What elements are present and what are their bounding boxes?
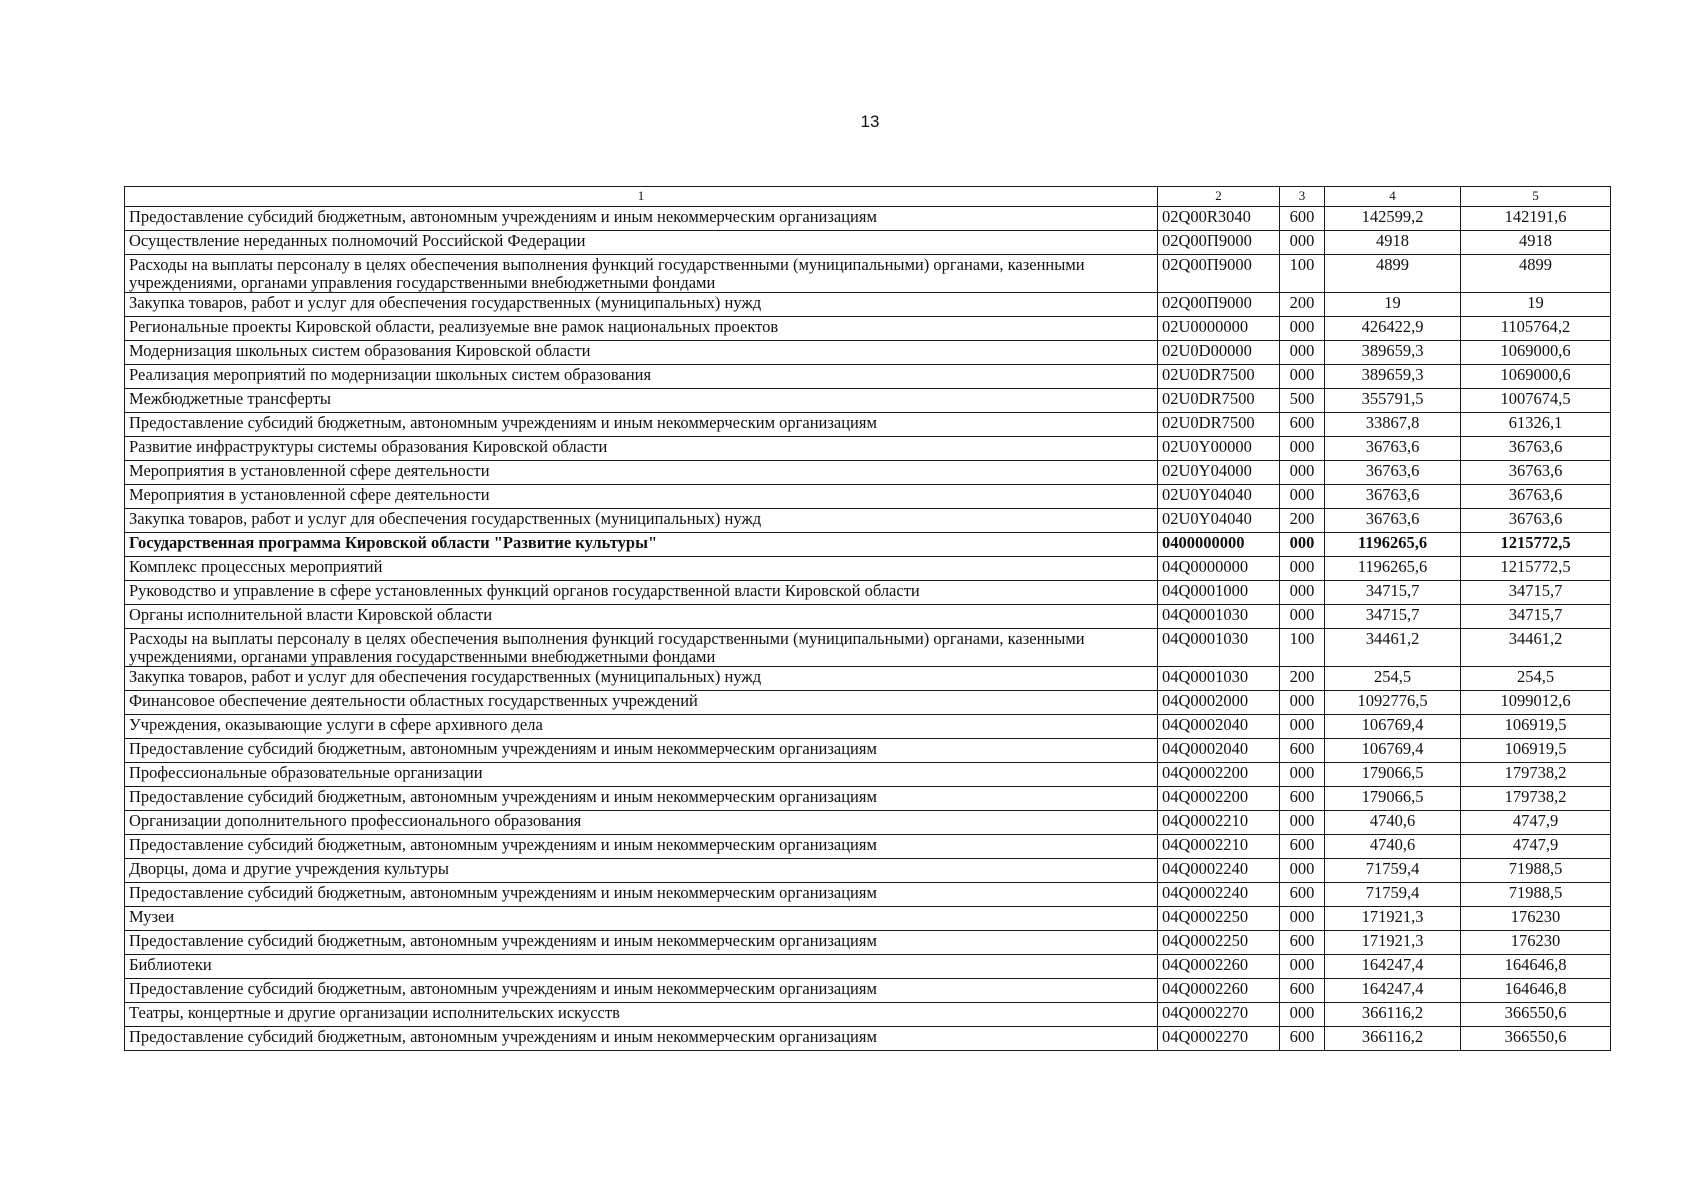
row-amount-1-cell: 389659,3 bbox=[1325, 341, 1461, 365]
row-name-cell: Предоставление субсидий бюджетным, автономным учреждениям и иным некоммерческим организациям bbox=[125, 787, 1158, 811]
table-row bbox=[125, 509, 1611, 533]
row-amount-1-cell: 4740,6 bbox=[1325, 835, 1461, 859]
table-row bbox=[125, 413, 1611, 437]
row-amount-1-cell: 36763,6 bbox=[1325, 437, 1461, 461]
row-amount-2-cell: 179738,2 bbox=[1461, 787, 1611, 811]
table-row bbox=[125, 317, 1611, 341]
row-expense-type-cell: 600 bbox=[1280, 835, 1325, 859]
row-amount-1-cell: 36763,6 bbox=[1325, 485, 1461, 509]
row-code-cell: 04Q0001030 bbox=[1158, 667, 1280, 691]
row-code-cell: 04Q0002200 bbox=[1158, 787, 1280, 811]
row-amount-2-cell: 34461,2 bbox=[1461, 629, 1611, 667]
table-row bbox=[125, 907, 1611, 931]
row-name-cell: Мероприятия в установленной сфере деятельности bbox=[125, 461, 1158, 485]
row-amount-1-cell: 106769,4 bbox=[1325, 739, 1461, 763]
row-amount-2-cell: 176230 bbox=[1461, 907, 1611, 931]
row-amount-2-cell: 1215772,5 bbox=[1461, 557, 1611, 581]
row-amount-2-cell: 19 bbox=[1461, 293, 1611, 317]
row-amount-1-cell: 71759,4 bbox=[1325, 883, 1461, 907]
row-expense-type-cell: 000 bbox=[1280, 715, 1325, 739]
row-name-cell: Предоставление субсидий бюджетным, автономным учреждениям и иным некоммерческим организациям bbox=[125, 413, 1158, 437]
row-expense-type-cell: 000 bbox=[1280, 317, 1325, 341]
table-row bbox=[125, 365, 1611, 389]
row-name-cell: Музеи bbox=[125, 907, 1158, 931]
row-expense-type-cell: 000 bbox=[1280, 811, 1325, 835]
row-amount-1-cell: 4899 bbox=[1325, 255, 1461, 293]
table-row bbox=[125, 581, 1611, 605]
row-code-cell: 02Q00П9000 bbox=[1158, 293, 1280, 317]
row-expense-type-cell: 000 bbox=[1280, 605, 1325, 629]
row-amount-2-cell: 4747,9 bbox=[1461, 835, 1611, 859]
table-row bbox=[125, 787, 1611, 811]
table-row bbox=[125, 293, 1611, 317]
row-code-cell: 04Q0001000 bbox=[1158, 581, 1280, 605]
row-amount-1-cell: 355791,5 bbox=[1325, 389, 1461, 413]
table-row bbox=[125, 341, 1611, 365]
row-name-cell: Закупка товаров, работ и услуг для обеспечения государственных (муниципальных) нужд bbox=[125, 293, 1158, 317]
row-name-cell: Реализация мероприятий по модернизации школьных систем образования bbox=[125, 365, 1158, 389]
row-name-cell: Предоставление субсидий бюджетным, автономным учреждениям и иным некоммерческим организациям bbox=[125, 883, 1158, 907]
row-amount-2-cell: 1069000,6 bbox=[1461, 341, 1611, 365]
row-name-cell: Закупка товаров, работ и услуг для обеспечения государственных (муниципальных) нужд bbox=[125, 509, 1158, 533]
row-name-cell: Предоставление субсидий бюджетным, автономным учреждениям и иным некоммерческим организациям bbox=[125, 207, 1158, 231]
row-name-cell: Расходы на выплаты персоналу в целях обеспечения выполнения функций государственными (муниципальными) органами, казенными учреждениями, органами управления государственными внебюджетными фондами bbox=[125, 255, 1158, 293]
row-expense-type-cell: 500 bbox=[1280, 389, 1325, 413]
row-expense-type-cell: 100 bbox=[1280, 629, 1325, 667]
row-code-cell: 04Q0002040 bbox=[1158, 739, 1280, 763]
row-code-cell: 04Q0002250 bbox=[1158, 907, 1280, 931]
row-amount-2-cell: 36763,6 bbox=[1461, 509, 1611, 533]
table-row bbox=[125, 667, 1611, 691]
row-name-cell: Руководство и управление в сфере установленных функций органов государственной власти Кировской области bbox=[125, 581, 1158, 605]
row-code-cell: 02U0Y04000 bbox=[1158, 461, 1280, 485]
row-code-cell: 02U0DR7500 bbox=[1158, 413, 1280, 437]
row-name-cell: Межбюджетные трансферты bbox=[125, 389, 1158, 413]
row-name-cell: Дворцы, дома и другие учреждения культуры bbox=[125, 859, 1158, 883]
row-code-cell: 02U0DR7500 bbox=[1158, 389, 1280, 413]
row-name-cell: Финансовое обеспечение деятельности областных государственных учреждений bbox=[125, 691, 1158, 715]
row-amount-2-cell: 179738,2 bbox=[1461, 763, 1611, 787]
row-amount-2-cell: 142191,6 bbox=[1461, 207, 1611, 231]
table-row bbox=[125, 557, 1611, 581]
row-expense-type-cell: 200 bbox=[1280, 293, 1325, 317]
row-amount-1-cell: 34715,7 bbox=[1325, 581, 1461, 605]
row-amount-2-cell: 1105764,2 bbox=[1461, 317, 1611, 341]
row-amount-2-cell: 366550,6 bbox=[1461, 1027, 1611, 1051]
row-amount-1-cell: 33867,8 bbox=[1325, 413, 1461, 437]
row-amount-2-cell: 34715,7 bbox=[1461, 605, 1611, 629]
row-name-cell: Предоставление субсидий бюджетным, автономным учреждениям и иным некоммерческим организациям bbox=[125, 835, 1158, 859]
row-code-cell: 04Q0002240 bbox=[1158, 859, 1280, 883]
row-expense-type-cell: 600 bbox=[1280, 413, 1325, 437]
row-expense-type-cell: 000 bbox=[1280, 231, 1325, 255]
row-amount-1-cell: 71759,4 bbox=[1325, 859, 1461, 883]
row-code-cell: 02U0Y00000 bbox=[1158, 437, 1280, 461]
row-amount-2-cell: 1099012,6 bbox=[1461, 691, 1611, 715]
row-amount-1-cell: 171921,3 bbox=[1325, 931, 1461, 955]
table-row bbox=[125, 231, 1611, 255]
row-amount-2-cell: 106919,5 bbox=[1461, 739, 1611, 763]
row-expense-type-cell: 000 bbox=[1280, 437, 1325, 461]
row-code-cell: 04Q0002000 bbox=[1158, 691, 1280, 715]
row-amount-2-cell: 4918 bbox=[1461, 231, 1611, 255]
table-row bbox=[125, 763, 1611, 787]
row-code-cell: 04Q0000000 bbox=[1158, 557, 1280, 581]
row-name-cell: Комплекс процессных мероприятий bbox=[125, 557, 1158, 581]
row-expense-type-cell: 000 bbox=[1280, 763, 1325, 787]
row-amount-1-cell: 4918 bbox=[1325, 231, 1461, 255]
row-name-cell: Предоставление субсидий бюджетным, автономным учреждениям и иным некоммерческим организациям bbox=[125, 1027, 1158, 1051]
row-expense-type-cell: 000 bbox=[1280, 557, 1325, 581]
row-code-cell: 04Q0001030 bbox=[1158, 605, 1280, 629]
table-row bbox=[125, 691, 1611, 715]
row-code-cell: 02Q00П9000 bbox=[1158, 255, 1280, 293]
table-row bbox=[125, 1003, 1611, 1027]
row-amount-1-cell: 106769,4 bbox=[1325, 715, 1461, 739]
row-amount-2-cell: 61326,1 bbox=[1461, 413, 1611, 437]
row-expense-type-cell: 000 bbox=[1280, 461, 1325, 485]
row-amount-1-cell: 36763,6 bbox=[1325, 461, 1461, 485]
row-code-cell: 02U0DR7500 bbox=[1158, 365, 1280, 389]
row-expense-type-cell: 000 bbox=[1280, 955, 1325, 979]
row-amount-1-cell: 36763,6 bbox=[1325, 509, 1461, 533]
row-expense-type-cell: 100 bbox=[1280, 255, 1325, 293]
table-body bbox=[125, 207, 1611, 1051]
budget-table bbox=[124, 186, 1611, 1051]
row-amount-1-cell: 179066,5 bbox=[1325, 763, 1461, 787]
row-name-cell: Осуществление нереданных полномочий Российской Федерации bbox=[125, 231, 1158, 255]
column-header-amount-1: 4 bbox=[1325, 187, 1461, 207]
row-amount-1-cell: 426422,9 bbox=[1325, 317, 1461, 341]
row-code-cell: 02U0Y04040 bbox=[1158, 509, 1280, 533]
row-amount-1-cell: 34715,7 bbox=[1325, 605, 1461, 629]
row-code-cell: 0400000000 bbox=[1158, 533, 1280, 557]
row-expense-type-cell: 600 bbox=[1280, 931, 1325, 955]
row-expense-type-cell: 600 bbox=[1280, 1027, 1325, 1051]
row-amount-2-cell: 106919,5 bbox=[1461, 715, 1611, 739]
table-row bbox=[125, 437, 1611, 461]
row-name-cell: Государственная программа Кировской области "Развитие культуры" bbox=[125, 533, 1158, 557]
row-expense-type-cell: 000 bbox=[1280, 581, 1325, 605]
row-name-cell: Органы исполнительной власти Кировской области bbox=[125, 605, 1158, 629]
row-code-cell: 04Q0002040 bbox=[1158, 715, 1280, 739]
row-code-cell: 04Q0002250 bbox=[1158, 931, 1280, 955]
row-amount-2-cell: 1069000,6 bbox=[1461, 365, 1611, 389]
row-amount-1-cell: 164247,4 bbox=[1325, 979, 1461, 1003]
table-row bbox=[125, 207, 1611, 231]
row-amount-2-cell: 254,5 bbox=[1461, 667, 1611, 691]
row-name-cell: Библиотеки bbox=[125, 955, 1158, 979]
row-name-cell: Предоставление субсидий бюджетным, автономным учреждениям и иным некоммерческим организациям bbox=[125, 739, 1158, 763]
row-expense-type-cell: 200 bbox=[1280, 667, 1325, 691]
row-code-cell: 04Q0002210 bbox=[1158, 811, 1280, 835]
row-expense-type-cell: 600 bbox=[1280, 883, 1325, 907]
row-expense-type-cell: 000 bbox=[1280, 859, 1325, 883]
row-amount-2-cell: 36763,6 bbox=[1461, 485, 1611, 509]
row-code-cell: 04Q0002240 bbox=[1158, 883, 1280, 907]
row-amount-2-cell: 34715,7 bbox=[1461, 581, 1611, 605]
row-name-cell: Закупка товаров, работ и услуг для обеспечения государственных (муниципальных) нужд bbox=[125, 667, 1158, 691]
row-expense-type-cell: 600 bbox=[1280, 739, 1325, 763]
table-row bbox=[125, 485, 1611, 509]
row-name-cell: Предоставление субсидий бюджетным, автономным учреждениям и иным некоммерческим организациям bbox=[125, 931, 1158, 955]
row-expense-type-cell: 000 bbox=[1280, 341, 1325, 365]
row-expense-type-cell: 000 bbox=[1280, 533, 1325, 557]
table-row bbox=[125, 883, 1611, 907]
row-code-cell: 02U0Y04040 bbox=[1158, 485, 1280, 509]
row-expense-type-cell: 000 bbox=[1280, 365, 1325, 389]
table-row bbox=[125, 955, 1611, 979]
row-amount-2-cell: 164646,8 bbox=[1461, 955, 1611, 979]
row-name-cell: Профессиональные образовательные организации bbox=[125, 763, 1158, 787]
row-code-cell: 02Q00П9000 bbox=[1158, 231, 1280, 255]
row-amount-1-cell: 142599,2 bbox=[1325, 207, 1461, 231]
table-row bbox=[125, 739, 1611, 763]
column-header-expense-type: 3 bbox=[1280, 187, 1325, 207]
row-name-cell: Модернизация школьных систем образования Кировской области bbox=[125, 341, 1158, 365]
row-name-cell: Расходы на выплаты персоналу в целях обеспечения выполнения функций государственными (муниципальными) органами, казенными учреждениями, органами управления государственными внебюджетными фондами bbox=[125, 629, 1158, 667]
row-amount-2-cell: 176230 bbox=[1461, 931, 1611, 955]
column-header-amount-2: 5 bbox=[1461, 187, 1611, 207]
row-code-cell: 04Q0002260 bbox=[1158, 979, 1280, 1003]
row-amount-1-cell: 179066,5 bbox=[1325, 787, 1461, 811]
row-amount-2-cell: 1215772,5 bbox=[1461, 533, 1611, 557]
table-row bbox=[125, 931, 1611, 955]
table-row bbox=[125, 389, 1611, 413]
row-amount-1-cell: 366116,2 bbox=[1325, 1027, 1461, 1051]
table-row bbox=[125, 1027, 1611, 1051]
table-row bbox=[125, 255, 1611, 293]
row-code-cell: 02U0D00000 bbox=[1158, 341, 1280, 365]
row-code-cell: 02Q00R3040 bbox=[1158, 207, 1280, 231]
table-row bbox=[125, 859, 1611, 883]
table-row bbox=[125, 629, 1611, 667]
row-expense-type-cell: 200 bbox=[1280, 509, 1325, 533]
row-amount-1-cell: 1092776,5 bbox=[1325, 691, 1461, 715]
row-amount-2-cell: 4899 bbox=[1461, 255, 1611, 293]
row-expense-type-cell: 000 bbox=[1280, 907, 1325, 931]
column-header-code: 2 bbox=[1158, 187, 1280, 207]
row-amount-1-cell: 19 bbox=[1325, 293, 1461, 317]
row-amount-1-cell: 4740,6 bbox=[1325, 811, 1461, 835]
row-amount-1-cell: 389659,3 bbox=[1325, 365, 1461, 389]
table-row bbox=[125, 533, 1611, 557]
row-code-cell: 04Q0002260 bbox=[1158, 955, 1280, 979]
page-number: 13 bbox=[860, 112, 880, 131]
row-code-cell: 04Q0001030 bbox=[1158, 629, 1280, 667]
row-amount-1-cell: 171921,3 bbox=[1325, 907, 1461, 931]
row-expense-type-cell: 000 bbox=[1280, 691, 1325, 715]
row-amount-1-cell: 1196265,6 bbox=[1325, 557, 1461, 581]
row-code-cell: 04Q0002270 bbox=[1158, 1027, 1280, 1051]
row-name-cell: Организации дополнительного профессионального образования bbox=[125, 811, 1158, 835]
row-name-cell: Предоставление субсидий бюджетным, автономным учреждениям и иным некоммерческим организациям bbox=[125, 979, 1158, 1003]
row-amount-2-cell: 366550,6 bbox=[1461, 1003, 1611, 1027]
row-name-cell: Театры, концертные и другие организации исполнительских искусств bbox=[125, 1003, 1158, 1027]
row-amount-2-cell: 71988,5 bbox=[1461, 859, 1611, 883]
table-header-row bbox=[125, 187, 1611, 207]
table-row bbox=[125, 835, 1611, 859]
row-code-cell: 04Q0002200 bbox=[1158, 763, 1280, 787]
row-amount-1-cell: 254,5 bbox=[1325, 667, 1461, 691]
row-expense-type-cell: 600 bbox=[1280, 787, 1325, 811]
row-amount-2-cell: 4747,9 bbox=[1461, 811, 1611, 835]
row-expense-type-cell: 000 bbox=[1280, 1003, 1325, 1027]
row-expense-type-cell: 000 bbox=[1280, 485, 1325, 509]
row-amount-1-cell: 1196265,6 bbox=[1325, 533, 1461, 557]
column-header-name: 1 bbox=[125, 187, 1158, 207]
table-row bbox=[125, 605, 1611, 629]
row-expense-type-cell: 600 bbox=[1280, 979, 1325, 1003]
table-row bbox=[125, 715, 1611, 739]
row-code-cell: 04Q0002270 bbox=[1158, 1003, 1280, 1027]
row-amount-1-cell: 164247,4 bbox=[1325, 955, 1461, 979]
row-name-cell: Развитие инфраструктуры системы образования Кировской области bbox=[125, 437, 1158, 461]
row-amount-2-cell: 36763,6 bbox=[1461, 461, 1611, 485]
row-amount-2-cell: 36763,6 bbox=[1461, 437, 1611, 461]
row-amount-1-cell: 366116,2 bbox=[1325, 1003, 1461, 1027]
row-name-cell: Учреждения, оказывающие услуги в сфере архивного дела bbox=[125, 715, 1158, 739]
table-row bbox=[125, 979, 1611, 1003]
table-row bbox=[125, 811, 1611, 835]
row-amount-2-cell: 1007674,5 bbox=[1461, 389, 1611, 413]
row-expense-type-cell: 600 bbox=[1280, 207, 1325, 231]
table-row bbox=[125, 461, 1611, 485]
row-name-cell: Региональные проекты Кировской области, реализуемые вне рамок национальных проектов bbox=[125, 317, 1158, 341]
row-amount-2-cell: 71988,5 bbox=[1461, 883, 1611, 907]
row-amount-2-cell: 164646,8 bbox=[1461, 979, 1611, 1003]
row-code-cell: 02U0000000 bbox=[1158, 317, 1280, 341]
row-code-cell: 04Q0002210 bbox=[1158, 835, 1280, 859]
row-amount-1-cell: 34461,2 bbox=[1325, 629, 1461, 667]
row-name-cell: Мероприятия в установленной сфере деятельности bbox=[125, 485, 1158, 509]
